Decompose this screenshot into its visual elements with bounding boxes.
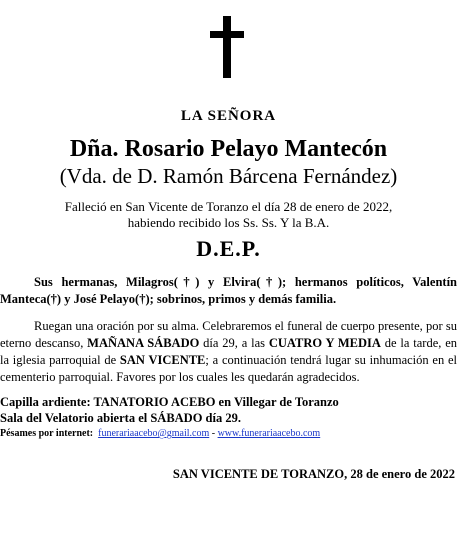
condolences [0, 428, 320, 439]
cross-horizontal-bar [210, 31, 244, 38]
funeral-text-4: ; a continuación tendrá lugar su inhumación en el cementerio parroquial. Favores por los cuales les quedarán agradecidos. [0, 353, 457, 384]
chapel-line-2: Sala del Velatorio abierta el SÁBADO día 29. [0, 411, 241, 425]
funeral-text-1: Ruegan una oración por su alma. Celebraremos el funeral de cuerpo presente, por su eterno descanso, [0, 319, 457, 350]
dep-heading: D.E.P. [196, 236, 261, 261]
death-notice-line-1: Falleció en San Vicente de Toranzo el día 28 de enero de 2022, [64, 199, 393, 214]
funeral-paragraph [0, 318, 457, 386]
funeral-time: CUATRO Y MEDIA [268, 336, 381, 350]
place-date: SAN VICENTE DE TORANZO, 28 de enero de 2022 [172, 467, 455, 481]
deceased-name: Dña. Rosario Pelayo Mantecón [69, 136, 388, 162]
header-label: LA SEÑORA [180, 108, 277, 124]
death-notice-line-2: habiendo recibido los Ss. Ss. Y la B.A. [127, 215, 330, 230]
funeral-text-2: día 29, a las [199, 336, 269, 350]
widow-of: (Vda. de D. Ramón Bárcena Fernández) [59, 164, 398, 188]
chapel-line-1: Capilla ardiente: TANATORIO ACEBO en Villegar de Toranzo [0, 395, 339, 409]
death-notice [0, 199, 457, 231]
funeral-text-3: de la tarde, en la iglesia parroquial de [0, 336, 457, 367]
funeral-day: MAÑANA SÁBADO [87, 336, 200, 350]
cross-icon [210, 16, 244, 78]
website-link[interactable]: www.funerariaacebo.com [217, 428, 321, 439]
family-text: Sus hermanas, Milagros(†) y Elvira(†); hermanos políticos, Valentín Manteca(†) y José Pelayo(†); sobrinos, primos y demás familia. [0, 275, 457, 306]
chapel-info [0, 394, 339, 426]
link-separator: - [209, 428, 218, 439]
email-link[interactable]: funerariaacebo@gmail.com [98, 428, 210, 439]
cross-vertical-bar [223, 16, 231, 78]
funeral-church: SAN VICENTE [119, 353, 206, 367]
family-paragraph [0, 274, 457, 308]
condolences-label: Pésames por internet: [0, 428, 94, 439]
